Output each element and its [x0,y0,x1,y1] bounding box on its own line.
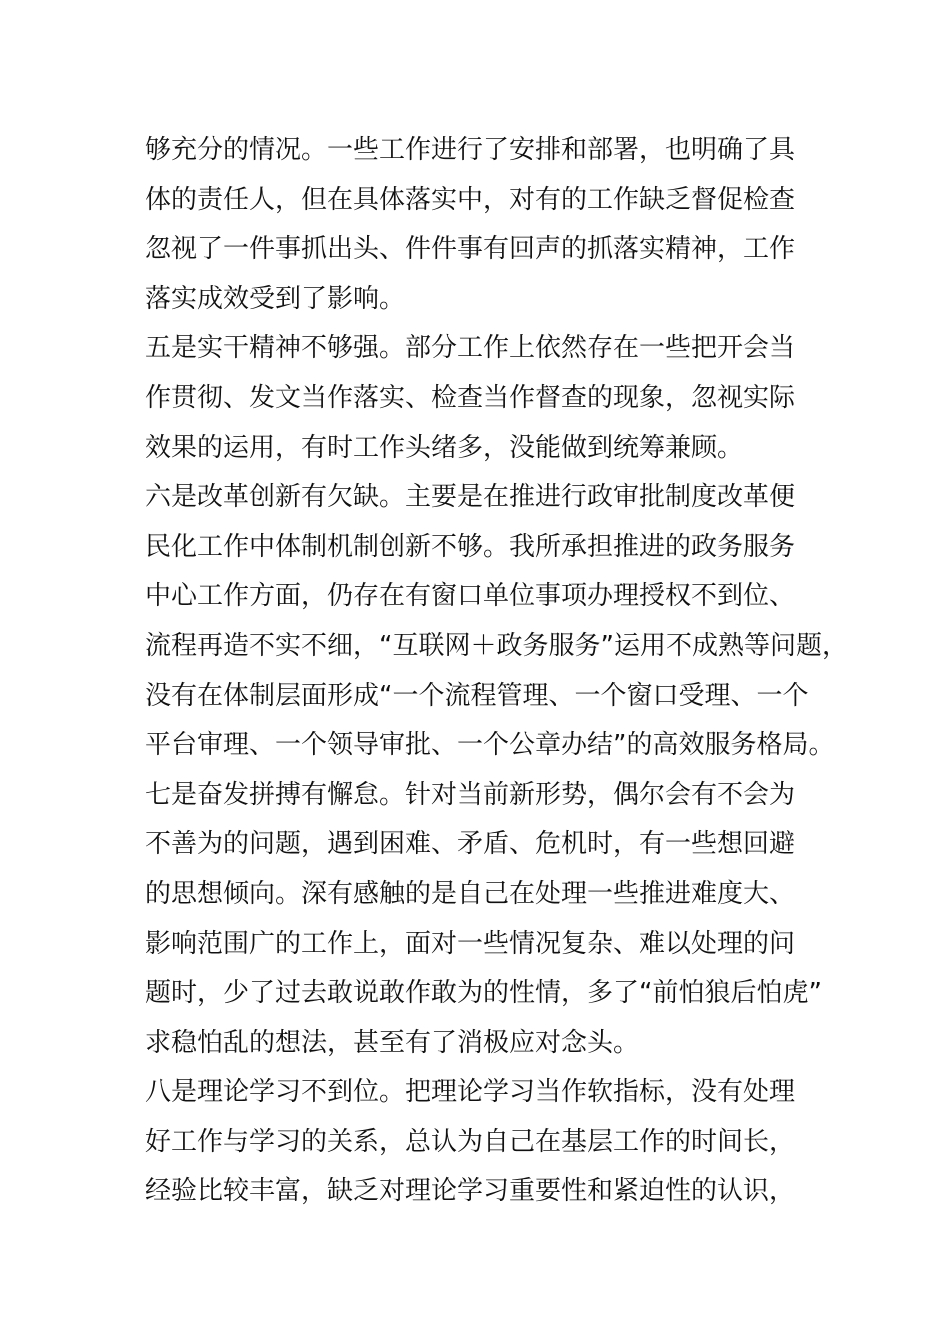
text-line: 题时，少了过去敢说敢作敢为的性情，多了“前怕狼后怕虎” [145,978,822,1009]
text-line: 的思想倾向。深有感触的是自己在处理一些推进难度大、 [145,878,796,909]
text-line: 没有在体制层面形成“一个流程管理、一个窗口受理、一个 [145,680,809,711]
text-line: 体的责任人，但在具体落实中，对有的工作缺乏督促检查 [145,184,796,215]
text-line: 七是奋发拼搏有懈怠。针对当前新形势，偶尔会有不会为 [145,779,796,810]
text-line: 经验比较丰富，缺乏对理论学习重要性和紧迫性的认识， [145,1176,796,1207]
text-line: 影响范围广的工作上，面对一些情况复杂、难以处理的问 [145,928,796,959]
text-line: 忽视了一件事抓出头、件件事有回声的抓落实精神，工作 [145,234,796,265]
text-line: 落实成效受到了影响。 [145,283,406,314]
text-line: 够充分的情况。一些工作进行了安排和部署，也明确了具 [145,135,796,165]
text-line: 八是理论学习不到位。把理论学习当作软指标，没有处理 [145,1077,796,1108]
text-line: 好工作与学习的关系，总认为自己在基层工作的时间长， [145,1126,796,1157]
text-line: 不善为的问题，遇到困难、矛盾、危机时，有一些想回避 [145,829,796,860]
text-line: 民化工作中体制机制创新不够。我所承担推进的政务服务 [145,531,796,562]
text-line: 五是实干精神不够强。部分工作上依然存在一些把开会当 [145,333,796,364]
text-line: 流程再造不实不细，“互联网＋政务服务”运用不成熟等问题， [145,630,848,661]
text-line: 六是改革创新有欠缺。主要是在推进行政审批制度改革便 [145,482,796,513]
text-line: 作贯彻、发文当作落实、检查当作督查的现象，忽视实际 [145,382,796,413]
document-body [145,126,848,1217]
text-line: 平台审理、一个领导审批、一个公章办结”的高效服务格局。 [145,730,835,761]
text-line: 效果的运用，有时工作头绪多，没能做到统筹兼顾。 [145,432,744,463]
text-line: 中心工作方面，仍存在有窗口单位事项办理授权不到位、 [145,581,796,612]
text-line: 求稳怕乱的想法，甚至有了消极应对念头。 [145,1027,640,1058]
